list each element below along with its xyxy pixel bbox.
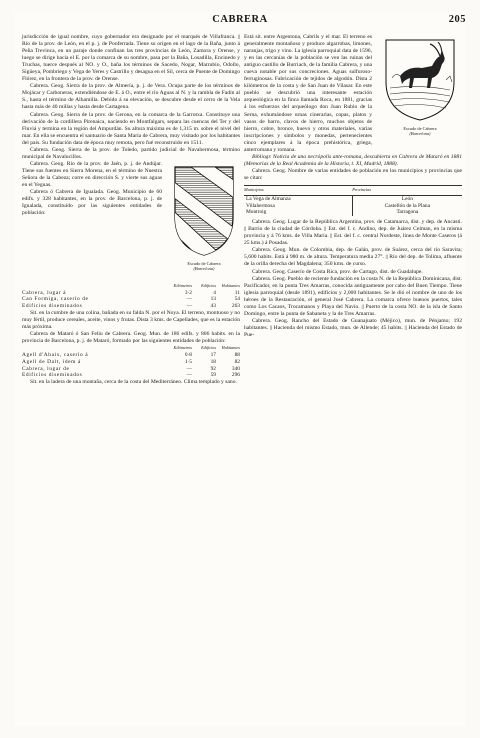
- coat-of-arms-figure: [378, 36, 462, 142]
- table-cell: Cabrera, lugar á: [22, 289, 67, 296]
- table-header-provincias: Provincias: [352, 185, 462, 195]
- table-cell: León: [352, 195, 462, 202]
- table-cell: Agell d'Abaix, caserío á: [22, 352, 89, 359]
- running-head: CABRERA: [212, 14, 268, 25]
- right-column: [244, 34, 462, 339]
- table-cell: Edificios diseminados: [22, 372, 83, 379]
- entry-text: Cabrera. Geog. Caserío de Costa Rica, prov. de Cartago, dist. de Guadalupe.: [252, 268, 423, 275]
- table-row: [244, 195, 462, 202]
- table-row: [244, 209, 462, 216]
- table-cell: 59: [210, 372, 216, 379]
- table-cell: 54: [234, 296, 240, 303]
- table-cell: 11: [234, 289, 240, 296]
- table-cell: 92: [210, 365, 216, 372]
- entry-text: Cabrera. Geog. Mun. de Colombia, dep. de Galán, prov. de Suárez, cerca del río Saravita; 5,600 habits. Está á 980 m. de altura. Temperatura media 27°. || Río del dep. de Tolima, afluente de la orilla derecha del Magdalena; 350 kms. de curso.: [244, 247, 462, 268]
- table-cell: 13: [210, 296, 216, 303]
- entry-text: Cabrera. Geog. Sierra de la prov. de Almería, p. j. de Vera. Ocupa parte de los términos de Mojácar y Carboneras, extendiéndose de E. á O., entre el río Aguas al N. y la rambla de Fadín al S., hasta el término de Alhamilla. Debido á su elevación, se descubre desde el cerro de la Vela hasta más de 40 millas y hasta desde Cartagena.: [22, 83, 240, 111]
- table-cell: 296: [231, 372, 240, 379]
- table-row: [22, 290, 240, 297]
- bibliography-text: Bibliogr. Noticia de una necrópolis ante-romana, descubierta en Cabrera de Mataró en 1881 (Memorias de la Real Academia de la Historia, t. XI, Madrid, 1888).: [244, 153, 462, 167]
- table-cell: 1·5: [184, 358, 192, 365]
- table-header-km: Kilómetros: [173, 345, 192, 351]
- page-header: [14, 12, 466, 30]
- caption-line: Escudo de Cabrera: [403, 126, 437, 131]
- table-header-row: [244, 185, 462, 195]
- coat-of-arms-figure: [168, 163, 240, 281]
- entry-text: Cabrera ó Cabrera de Igualada. Geog. Municipio de 60 edifs. y 328 habitantes, en la prov. de Barcelona, p. j. de Igualada, constituído por las siguientes entidades de población:: [22, 189, 162, 217]
- entry-text: Cabrera. Geog. Rancho del Estado de Guanajuato (Méjico), mun. de Pénjamo; 192 habitantes. || Hacienda del mismo Estado, mun. de Allende; 45 habits. || Hacienda del Estado de Pue-: [244, 317, 462, 338]
- table-cell: 82: [234, 358, 240, 365]
- table-cell: Castellón de la Plana: [352, 203, 462, 210]
- entry-text: Cabrera. Geog. Lugar de la República Argentina, prov. de Catamarca, dist. y dep. de Ancasti. || Barrio de la ciudad de Córdoba. || Est. del f. c. Andino, dep. de Juárez Celman, en la misma provincia y á 76 kms. de Villa María. || Est. del f. c. central Nordeste, línea de Monte Caseros (á 25 kms.) á Posadas.: [244, 219, 462, 247]
- table-header-spacer: [22, 345, 168, 352]
- table-cell: 18: [210, 358, 216, 365]
- table-cell: 43: [210, 303, 216, 310]
- caption-line: (Barcelona): [409, 131, 431, 137]
- table-header-row: [22, 283, 240, 290]
- table-cell: Tarragona: [352, 209, 462, 216]
- table-cell: La Vega de Almanza: [246, 195, 291, 202]
- entry-text: Cabrera. Geog. Sierra de la prov. de Gerona, en la comarca de la Garrotxa. Constituye una derivación de la cordillera Pirenaica, naciendo en Montfalgars, separa las cuencas del Ter y del Fluviá y termina en la región del Ampurdán. Su altura máxima es de 1,315 m. sobre el nivel del mar. En ella se encuentra el santuario de Santa María de Cabrera, muy visitado por los habitantes del país. Su fundación data de época muy remota, pero fué reconstruido en 1511.: [22, 111, 240, 146]
- figure-caption: [187, 261, 220, 271]
- table-cell: Villahermosa: [246, 202, 275, 209]
- goat-shield-icon: [380, 36, 460, 124]
- table-row: [22, 359, 240, 366]
- table-header-habitantes: Habitantes: [221, 282, 240, 288]
- table-cell: 263: [231, 303, 240, 310]
- left-column: [22, 34, 240, 386]
- table-cell: 88: [234, 352, 240, 359]
- entry-text: Cabrera. Geog. Sierra de la prov. de Toledo, partido judicial de Navahermosa, término municipal de Navalucillos.: [22, 146, 240, 160]
- entry-text: Cabrera. Geog. Pueblo de reciente fundación en la costa N. de la República Dominicana, dist. Pacificador, en la punta Tres Amarras, conocida antiguamente por cabo del Buen Tiempo. Tiene iglesia parroquial (desde 1891), edificios y 2,000 habitantes. Se le dió el nombre de uno de los héroes de la Restauración, el general José Cabrera. La comarca ofrece buenos puertos, tales como Los Cacaos, Trocamanos y Playa del Navío. || Puerto de la costa NO. de la isla de Santo Domingo, entre la punta de Sabaneta y la de Tres Amarras.: [244, 275, 462, 317]
- table-row: [22, 372, 240, 379]
- table-header-edificios: Edificios: [201, 282, 216, 288]
- table-cell: Edificios diseminados: [22, 303, 83, 310]
- table-cell: 0·8: [184, 352, 192, 359]
- table-cell: —: [186, 303, 192, 310]
- shield-icon: [171, 163, 237, 259]
- table-cell: 17: [210, 352, 216, 359]
- table-cell: —: [186, 296, 192, 303]
- population-table: [22, 283, 240, 310]
- table-cell: —: [186, 372, 192, 379]
- entry-text: Cabrera de Mataró ó San Feliu de Cabrera. Geog. Mun. de 186 edifs. y 806 habits. en la provincia de Barcelona, p. j. de Mataró, formado por las siguientes entidades de población:: [22, 331, 240, 345]
- population-table: [22, 345, 240, 379]
- shield-entry: [244, 34, 462, 154]
- table-cell: —: [186, 365, 192, 372]
- entry-text: Cabrera. Geog. Río de la prov. de Jaén, p. j. de Andújar. Tiene sus fuentes en Sierra Morena, en el término de Nuestra Señora de la Cabeza; corre en dirección S. y vierte sus aguas en el Yeguas.: [22, 160, 162, 188]
- table-header-habitantes: Habitantes: [221, 345, 240, 351]
- table-header-row: [22, 345, 240, 352]
- municipalities-table: [244, 185, 462, 216]
- dictionary-page: [14, 12, 466, 726]
- table-cell: 340: [231, 365, 240, 372]
- shield-entry: [22, 161, 240, 283]
- table-header-municipios: Municipios: [244, 185, 352, 195]
- table-row: [244, 203, 462, 210]
- caption-line: Escudo de Cabrera: [187, 260, 221, 266]
- table-cell: 4: [213, 289, 216, 296]
- table-cell: 3·2: [184, 289, 192, 296]
- table-row: [22, 352, 240, 359]
- caption-line: (Barcelona): [193, 266, 215, 272]
- entry-text: Cabrera. Geog. Nombre de varias entidades de población en los municipios y provincias que se citan:: [244, 167, 462, 181]
- table-cell: Can Formiga, caserío de: [22, 296, 89, 303]
- entry-text: Sit. en la ladera de una montaña, cerca de la costa del Mediterráneo. Clima templado y sano.: [30, 379, 237, 386]
- table-cell: Montroig: [246, 209, 267, 216]
- table-header-spacer: [22, 283, 168, 290]
- table-row: [22, 303, 240, 310]
- table-header-edificios: Edificios: [201, 345, 216, 351]
- figure-caption: [403, 126, 436, 136]
- entry-text: Sit. en la cumbre de una colina, bañada en su falda N. por el Noya. El terreno, montuoso y no muy fértil, produce cereales, aceite, vinos y frutas. Dista 3 kms. de Capellades, que es la estación más próxima.: [22, 310, 240, 331]
- entry-text: Está sit. entre Argentona, Cabrils y el mar. El terreno es generalmente montañoso y produce algarrobas, limones, naranjas, trigo y vino. La iglesia parroquial data de 1596, y en las cercanías de la población se ven las ruinas del antiguo castillo de Burriach, de la familia Cabrera, y una cueva notable por sus concreciones. Aguas sulfuroso-ferruginosas. Fabricación de tejidos de algodón. Dista 2 kilómetros de la costa y de San Juan de Vilasar. En este pueblo se descubrió una interesante estación arqueológica en la finca llamada Roca, en 1881, gracias á los esfuerzos del arqueólogo don Juan Rubio de la Serna, exhumándose urnas cinerarias, copas, platos y vasos de barro, clavos de hierro, muchos objetos de hierro, cobre, bronce, huevo y otros materiales, varias inscripciones y símbolos y monedas, pertenecientes cinco ejemplares á la época prehistórica, griega, anterromana y romana.: [244, 34, 372, 153]
- table-cell: Cabrera, lugar de: [22, 365, 70, 372]
- table-cell: Agell de Dalt, ídem á: [22, 358, 81, 365]
- entry-text: jurisdicción de igual nombre, cuyo gobernador era designado por el marqués de Villafranca. || Río de la prov. de León, en el p. j. de Ponferrada. Tiene su origen en el lago de la Baña, junto á Peña Trevinca, en un paraje donde confinan las tres provincias de León, Zamora y Orense, y luego se dirige hacia el E. por la comarca de su nombre, pasa por la Baña, Losadilla, Encinedo y Truchas, tuerce después al NO. y O., baña los términos de Sacedo, Nogar, Marrubio, Odollo, Sigüeya, Pombriego y Vega de Yeres y Castrillo y desagua en el Sil, cerca de Puente de Domingo Flórez, en la frontera de la prov. de Orense.: [22, 34, 240, 83]
- table-header-km: Kilómetros: [173, 282, 192, 288]
- page-number: 205: [448, 14, 466, 25]
